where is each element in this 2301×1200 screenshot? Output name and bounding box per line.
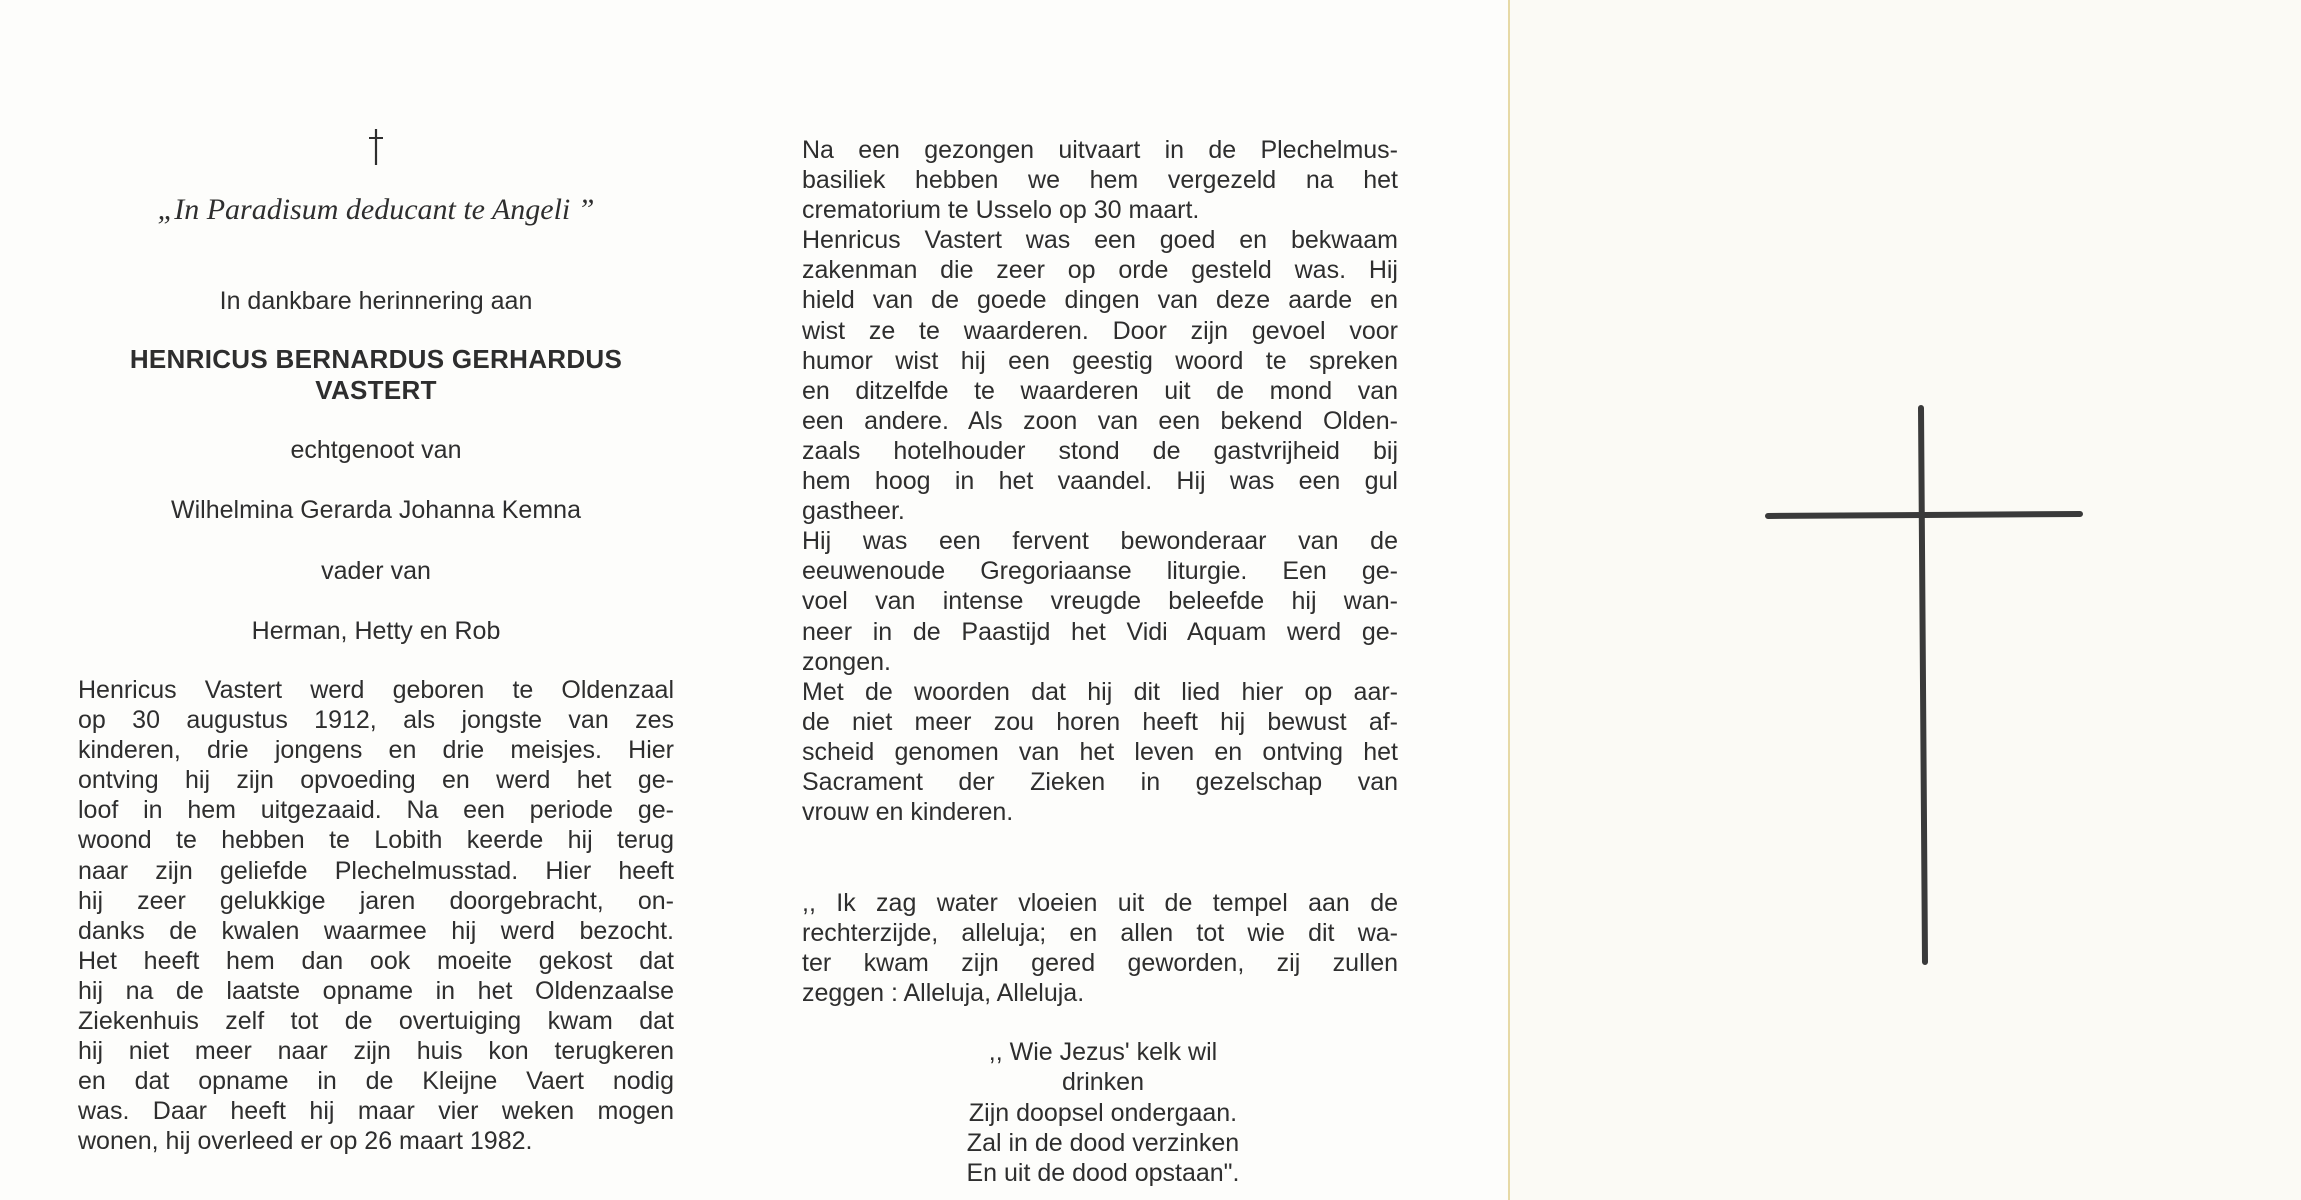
text-line: Ziekenhuis zelf tot de overtuiging kwam dat <box>78 1007 674 1036</box>
paragraph <box>802 888 1398 1008</box>
paragraph <box>78 675 674 1157</box>
text-line: zeggen : Alleluja, Alleluja. <box>802 979 1085 1008</box>
text-line: woond te hebben te Lobith keerde hij terug <box>78 826 674 855</box>
poem-line: ,, Wie Jezus' kelk wil drinken <box>988 1038 1218 1097</box>
text-line: rechterzijde, alleluja; en allen tot wie dit wa- <box>802 919 1398 948</box>
text-line: een andere. Als zoon van een bekend Olden- <box>802 406 1398 435</box>
text-line: Henricus Vastert werd geboren te Oldenzaal <box>78 676 674 704</box>
fold-line <box>1508 0 1510 1200</box>
text-line: zongen. <box>802 647 891 676</box>
deceased-name <box>78 344 674 406</box>
text-line: Met de woorden dat hij dit lied hier op aar- <box>802 677 1398 706</box>
text-line: zaals hotelhouder stond de gastvrijheid bij <box>802 436 1398 465</box>
text-line: ontving hij zijn opvoeding en werd het ge- <box>78 766 674 795</box>
text-line: Sacrament der Zieken in gezelschap van <box>802 767 1398 796</box>
text-line: eeuwenoude Gregoriaanse liturgie. Een ge- <box>802 557 1398 586</box>
text-line: Na een gezongen uitvaart in de Plechelmus- <box>802 136 1398 164</box>
large-cross-icon <box>1760 400 2090 970</box>
text-line: op 30 augustus 1912, als jongste van zes <box>78 706 674 735</box>
text-line: hij na de laatste opname in het Oldenzaalse <box>78 976 674 1005</box>
text-line: hield van de goede dingen van deze aarde en <box>802 286 1398 315</box>
small-cross-icon <box>366 128 386 166</box>
text-line: zakenman die zeer op orde gesteld was. Hij <box>802 256 1398 285</box>
biography-text <box>78 675 674 1157</box>
text-line: wist ze te waarderen. Door zijn gevoel voor <box>802 316 1398 345</box>
text-line: voel van intense vreugde beleefde hij wan- <box>802 587 1398 616</box>
children-label: vader van <box>321 557 431 585</box>
text-line: hij zeer gelukkige jaren doorgebracht, on- <box>78 886 674 915</box>
latin-motto: „In Paradisum deducant te Angeli ” <box>157 193 595 226</box>
name-line-2: VASTERT <box>315 375 437 405</box>
scripture-quote <box>802 888 1398 1008</box>
text-line: Het heeft hem dan ook moeite gekost dat <box>78 946 674 975</box>
text-line: basiliek hebben we hem vergezeld na het <box>802 166 1398 195</box>
spouse-label: echtgenoot van <box>290 436 462 464</box>
text-line: gastheer. <box>802 497 905 526</box>
text-line: naar zijn geliefde Plechelmusstad. Hier heeft <box>78 856 674 885</box>
text-line: crematorium te Usselo op 30 maart. <box>802 196 1200 225</box>
text-line: hem hoog in het vaandel. Hij was een gul <box>802 467 1398 496</box>
poem-line: En uit de dood opstaan". <box>966 1159 1240 1188</box>
text-line: ,, Ik zag water vloeien uit de tempel aan de <box>802 889 1398 918</box>
text-line: Henricus Vastert was een goed en bekwaam <box>802 226 1398 255</box>
text-line: neer in de Paastijd het Vidi Aquam werd ge- <box>802 617 1398 646</box>
intro-text: In dankbare herinnering aan <box>219 287 533 315</box>
children-names: Herman, Hetty en Rob <box>251 617 501 645</box>
text-line: wonen, hij overleed er op 26 maart 1982. <box>78 1127 533 1156</box>
text-line: humor wist hij een geestig woord te spreken <box>802 346 1398 375</box>
paragraph <box>802 135 1398 225</box>
text-line: kinderen, drie jongens en drie meisjes. Hier <box>78 736 674 765</box>
tribute-paragraphs <box>802 135 1398 827</box>
spouse-name: Wilhelmina Gerarda Johanna Kemna <box>171 496 581 524</box>
text-line: hij niet meer naar zijn huis kon terugkeren <box>78 1037 674 1066</box>
tribute-text <box>802 135 1398 1009</box>
text-line: vrouw en kinderen. <box>802 798 1014 827</box>
poem-line: Zijn doopsel ondergaan. <box>968 1098 1238 1127</box>
paragraph <box>802 526 1398 676</box>
poem-line: Zal in de dood verzinken <box>966 1128 1240 1157</box>
text-line: en ditzelfde te waarderen uit de mond van <box>802 376 1398 405</box>
text-line: loof in hem uitgezaaid. Na een periode ge- <box>78 796 674 825</box>
poem <box>950 1037 1256 1188</box>
paragraph <box>802 225 1398 526</box>
name-line-1: HENRICUS BERNARDUS GERHARDUS <box>129 344 623 374</box>
text-line: scheid genomen van het leven en ontving het <box>802 737 1398 766</box>
paragraph <box>802 677 1398 827</box>
text-line: danks de kwalen waarmee hij werd bezocht. <box>78 916 674 945</box>
text-line: en dat opname in de Kleijne Vaert nodig <box>78 1067 674 1096</box>
text-line: de niet meer zou horen heeft hij bewust af- <box>802 707 1398 736</box>
text-line: was. Daar heeft hij maar vier weken mogen <box>78 1097 674 1126</box>
text-line: Hij was een fervent bewonderaar van de <box>802 527 1398 556</box>
spacer <box>802 827 1398 888</box>
text-line: ter kwam zijn gered geworden, zij zullen <box>802 949 1398 978</box>
